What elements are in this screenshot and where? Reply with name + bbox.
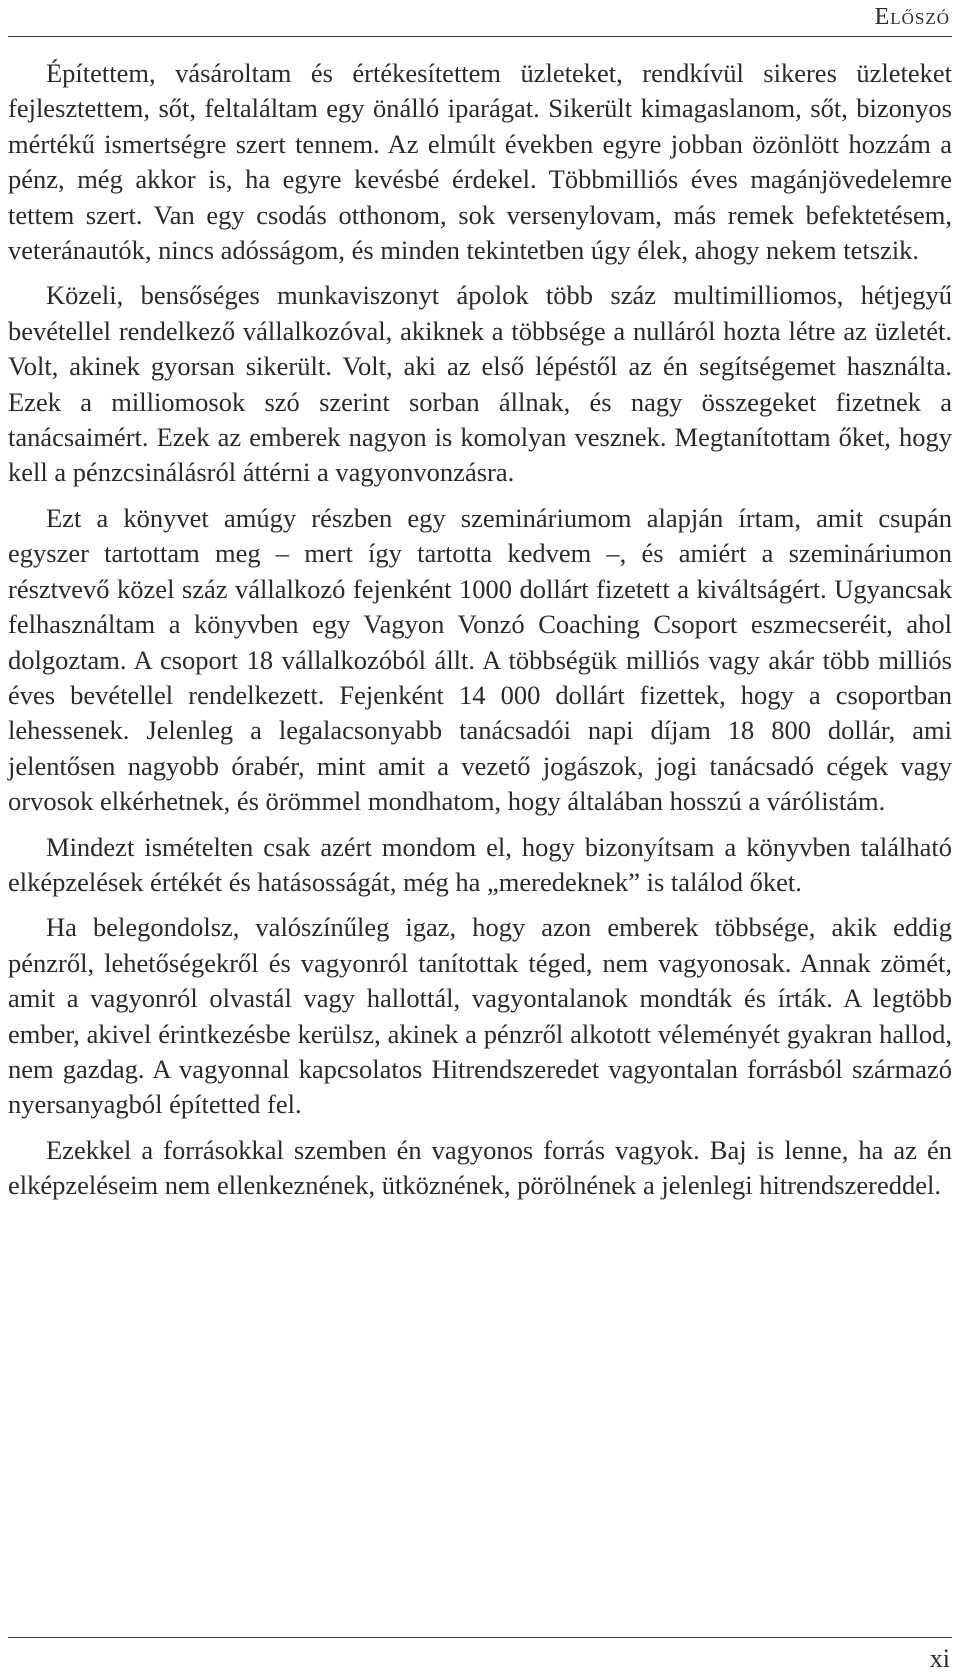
header-rule (8, 36, 952, 37)
paragraph-4: Mindezt ismételten csak azért mondom el, hogy bizonyítsam a könyvben található elképzelések értékét és hatásosságát, még ha „meredeknek” is találod őket. (8, 831, 952, 897)
footer-rule (8, 1637, 952, 1638)
paragraph-1: Építettem, vásároltam és értékesítettem üzleteket, rendkívül sikeres üzleteket fejlesztettem, sőt, feltaláltam egy önálló iparágat. Sikerült kimagaslanom, sőt, bizonyos mértékű ismertségre szert tennem. Az elmúlt években egyre jobban özönlött hozzám a pénz, még akkor is, ha egyre kevésbé érdekel. Többmilliós éves magánjövedelemre tettem szert. Van egy csodás otthonom, sok versenylovam, más remek befektetésem, veteránautók, nincs adósságom, és minden tekintetben úgy élek, ahogy nekem tetszik. (8, 58, 952, 266)
paragraph-6: Ezekkel a forrásokkal szemben én vagyonos forrás vagyok. Baj is lenne, ha az én elképzeléseim nem ellenkeznének, ütköznének, pörölnének a jelenlegi hitrendszereddel. (8, 1134, 952, 1201)
paragraph-2: Közeli, bensőséges munkaviszonyt ápolok több száz multimilliomos, hétjegyű bevétellel rendelkező vállalkozóval, akiknek a többsége a nulláról hozta létre az üzletét. Volt, akinek gyorsan sikerült. Volt, aki az első lépéstől az én segítségemet használta. Ezek a milliomosok szó szerint sorban állnak, és nagy összegeket fizetnek a tanácsaimért. Ezek az emberek nagyon is komolyan vesznek. Megtanítottam őket, hogy kell a pénzcsinálásról áttérni a vagyonvonzásra. (8, 280, 952, 488)
page-body (8, 56, 952, 1214)
paragraph-5: Ha belegondolsz, valószínűleg igaz, hogy azon emberek többsége, akik eddig pénzről, lehetőségekről és vagyonról tanítottak téged, nem vagyonosak. Annak zömét, amit a vagyonról olvastál vagy hallottál, vagyontalanok mondták és írták. A legtöbb ember, akivel érintkezésbe kerülsz, akinek a pénzről alkotott véleményét gyakran hallod, nem gazdag. A vagyonnal kapcsolatos Hitrendszeredet vagyontalan forrásból származó nyersanyagból építetted fel. (8, 912, 952, 1120)
page-number: xi (929, 1644, 950, 1673)
paragraph-3: Ezt a könyvet amúgy részben egy szemináriumom alapján írtam, amit csupán egyszer tartottam meg – mert így tartotta kedvem –, és amiért a szemináriumon résztvevő közel száz vállalkozó fejenként 1000 dollárt fizetett a kiváltságért. Ugyancsak felhasználtam a könyvben egy Vagyon Vonzó Coaching Csoport eszmecseréit, ahol dolgoztam. A csoport 18 vállalkozóból állt. A többségük milliós vagy akár több milliós éves bevétellel rendelkezett. Fejenként 14 000 dollárt fizettek, hogy a csoportban lehessenek. Jelenleg a legalacsonyabb tanácsadói napi díjam 18 800 dollár, ami jelentősen nagyobb órabér, mint amit a vezető jogászok, jogi tanácsadó cégek vagy orvosok elkérhetnek, és örömmel mondhatom, hogy általában hosszú a várólistám. (8, 502, 952, 817)
running-head-title: Előszó (874, 4, 950, 30)
